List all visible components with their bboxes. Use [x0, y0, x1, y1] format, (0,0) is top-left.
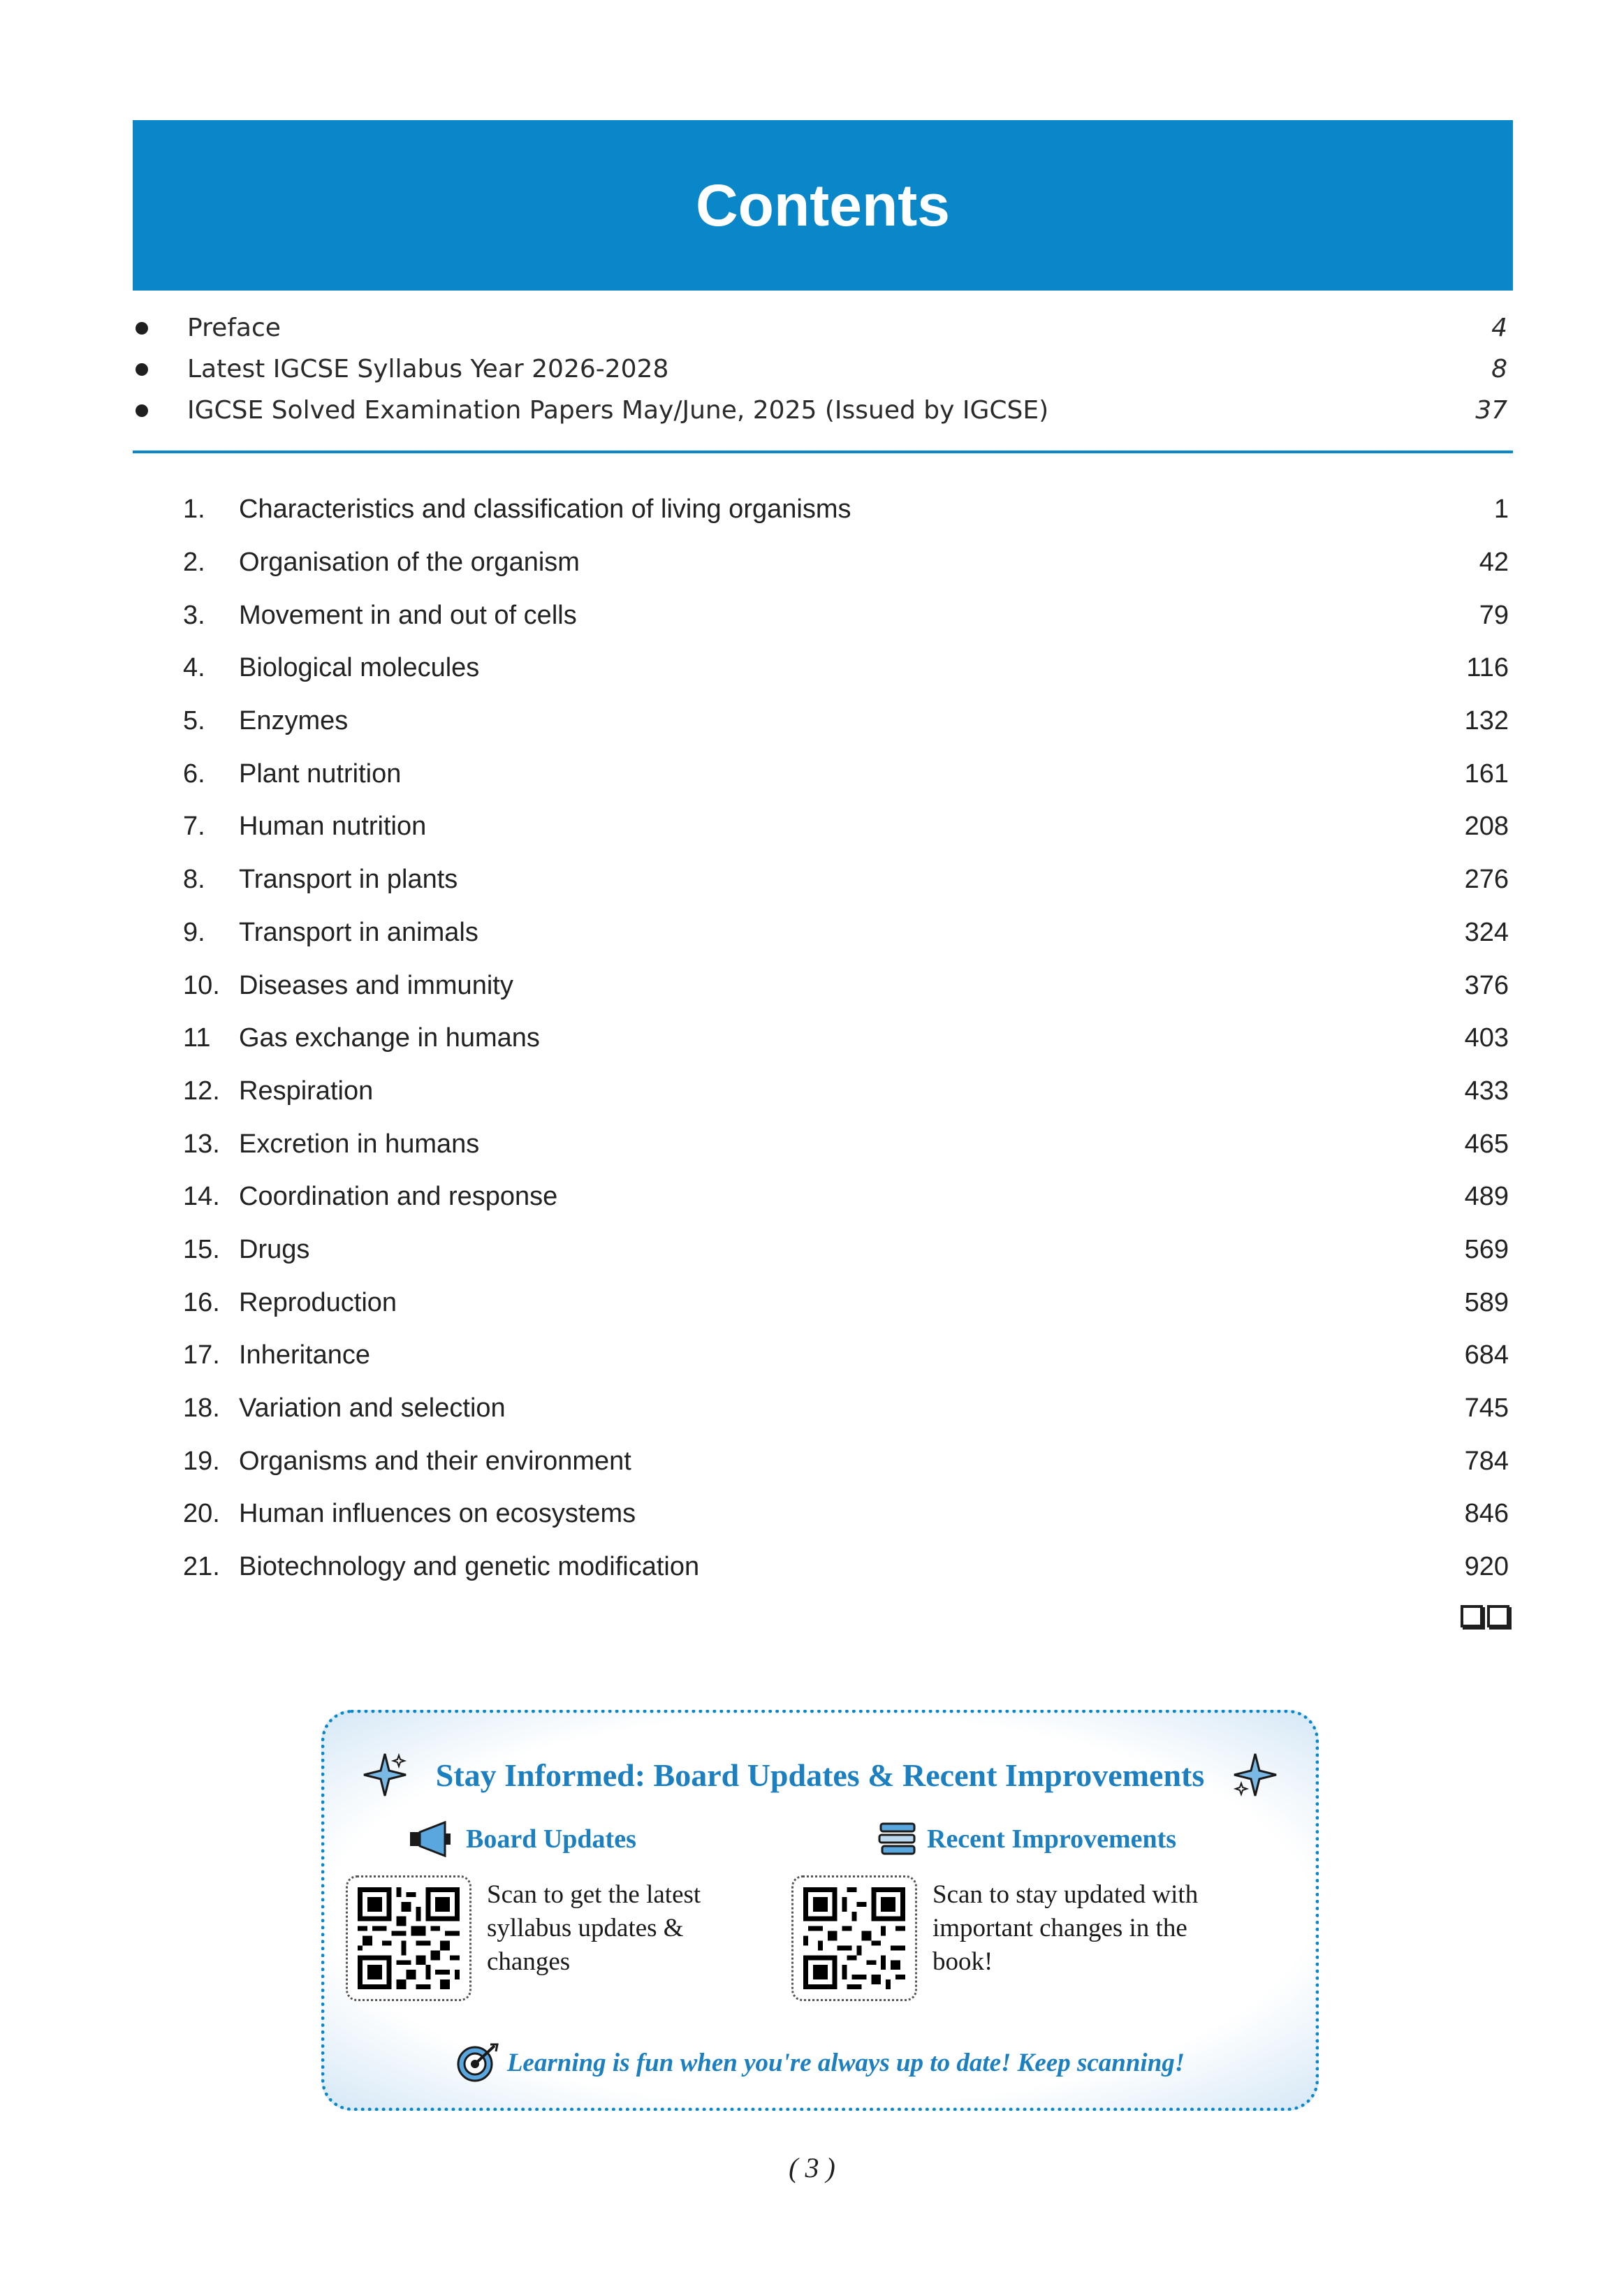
bullet-icon [136, 363, 148, 376]
chapter-row[interactable]: 15. Drugs 569 [183, 1234, 1509, 1264]
qr-code-icon [358, 1887, 460, 1989]
sparkle-icon [1233, 1752, 1278, 1797]
chapter-row[interactable]: 10. Diseases and immunity 376 [183, 970, 1509, 1000]
page-number: ( 3 ) [789, 2152, 835, 2183]
board-updates-qr[interactable] [346, 1875, 471, 2001]
megaphone-icon [407, 1821, 456, 1857]
qr-code-icon [803, 1887, 905, 1989]
section-divider [133, 451, 1513, 453]
info-box-title: Stay Informed: Board Updates & Recent Improvements [435, 1757, 1205, 1793]
chapter-list [183, 483, 1509, 1593]
tagline: Learning is fun when you're always up to date! Keep scanning! [325, 2043, 1315, 2082]
list-item[interactable]: Latest IGCSE Syllabus Year 2026-2028 8 [133, 349, 1513, 390]
chapter-row[interactable]: 17. Inheritance 684 [183, 1340, 1509, 1370]
chapter-row[interactable]: 11 Gas exchange in humans 403 [183, 1023, 1509, 1053]
chapter-row[interactable]: 5. Enzymes 132 [183, 706, 1509, 736]
chapter-row[interactable]: 20. Human influences on ecosystems 846 [183, 1499, 1509, 1529]
chapter-row[interactable]: 8. Transport in plants 276 [183, 865, 1509, 895]
preliminaries-list [133, 307, 1513, 431]
chapter-row[interactable]: 9. Transport in animals 324 [183, 917, 1509, 947]
books-icon [878, 1821, 917, 1857]
list-item[interactable]: IGCSE Solved Examination Papers May/June, 2025 (Issued by IGCSE) 37 [133, 390, 1513, 431]
chapter-row[interactable]: 14. Coordination and response 489 [183, 1182, 1509, 1212]
chapter-row[interactable]: 7. Human nutrition 208 [183, 812, 1509, 842]
contents-header [133, 120, 1513, 291]
bullet-icon [136, 322, 148, 335]
board-updates-heading: Board Updates [407, 1821, 636, 1857]
chapter-row[interactable]: 21. Biotechnology and genetic modification 920 [183, 1552, 1509, 1582]
chapter-row[interactable]: 1. Characteristics and classification of living organisms 1 [183, 495, 1509, 525]
target-icon [455, 2043, 499, 2082]
info-box [321, 1710, 1319, 2111]
chapter-row[interactable]: 3. Movement in and out of cells 79 [183, 600, 1509, 630]
end-mark-icon [1461, 1605, 1509, 1627]
recent-improvements-qr[interactable] [791, 1875, 917, 2001]
chapter-row[interactable]: 6. Plant nutrition 161 [183, 759, 1509, 789]
chapter-row[interactable]: 18. Variation and selection 745 [183, 1393, 1509, 1423]
chapter-row[interactable]: 2. Organisation of the organism 42 [183, 548, 1509, 578]
chapter-row[interactable]: 16. Reproduction 589 [183, 1287, 1509, 1317]
recent-improvements-heading: Recent Improvements [878, 1821, 1176, 1857]
chapter-row[interactable]: 19. Organisms and their environment 784 [183, 1446, 1509, 1476]
chapter-row[interactable]: 13. Excretion in humans 465 [183, 1129, 1509, 1159]
chapter-row[interactable]: 4. Biological molecules 116 [183, 653, 1509, 683]
chapter-row[interactable]: 12. Respiration 433 [183, 1076, 1509, 1106]
recent-improvements-text: Scan to stay updated with important changes in the book! [932, 1880, 1199, 1976]
list-item[interactable]: Preface 4 [133, 307, 1513, 349]
board-updates-text: Scan to get the latest syllabus updates & changes [487, 1880, 701, 1976]
page-title: Contents [696, 172, 950, 238]
bullet-icon [136, 404, 148, 417]
